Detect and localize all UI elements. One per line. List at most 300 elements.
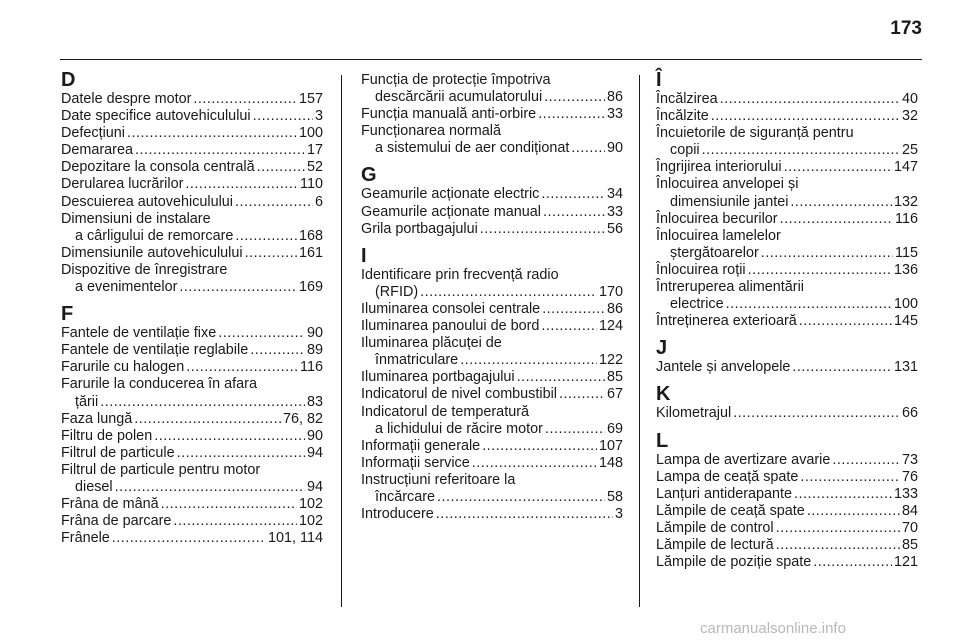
entry-row bbox=[656, 91, 918, 108]
entry-text: Funcția manuală anti-orbire bbox=[361, 106, 537, 123]
entry-row bbox=[61, 228, 323, 245]
entry-page-number: 107 bbox=[598, 437, 623, 454]
entry-heading-line: Identificare prin frecvență radio bbox=[361, 266, 559, 283]
entry-text: Geamurile acționate electric bbox=[361, 186, 540, 203]
entry-page-number: 85 bbox=[606, 369, 623, 386]
index-entry bbox=[361, 267, 623, 301]
index-column-3 bbox=[656, 69, 918, 571]
entry-page-number: 169 bbox=[298, 279, 323, 296]
header-rule bbox=[60, 59, 922, 60]
entry-text: Faza lungă bbox=[61, 410, 133, 427]
entry-page-number: 102 bbox=[298, 513, 323, 530]
entry-text: Lămpile de lectură bbox=[656, 536, 774, 553]
index-section bbox=[61, 69, 323, 296]
entry-text: Fantele de ventilație reglabile bbox=[61, 342, 249, 359]
index-entry bbox=[61, 108, 323, 125]
entry-row bbox=[61, 394, 323, 411]
index-entry bbox=[361, 369, 623, 386]
index-section bbox=[656, 69, 918, 330]
entry-heading-line: Funcția de protecție împotriva bbox=[361, 72, 551, 88]
index-entry bbox=[61, 211, 323, 245]
entry-page-number: 58 bbox=[606, 488, 623, 505]
leader-dots bbox=[134, 411, 281, 428]
entry-page-number: 94 bbox=[306, 444, 323, 461]
entry-page-number: 133 bbox=[893, 485, 918, 502]
entry-page-number: 85 bbox=[901, 536, 918, 553]
index-entry bbox=[656, 537, 918, 554]
entry-page-number: 145 bbox=[893, 313, 918, 330]
entry-text: Lămpile de poziție spate bbox=[656, 554, 812, 571]
entry-row bbox=[361, 140, 623, 157]
leader-dots bbox=[543, 204, 605, 221]
index-entry bbox=[61, 176, 323, 193]
entry-page-number: 132 bbox=[893, 193, 918, 210]
entry-text: Îngrijirea interiorului bbox=[656, 159, 782, 176]
leader-dots bbox=[186, 359, 298, 376]
index-entry bbox=[361, 404, 623, 438]
index-entry bbox=[656, 125, 918, 159]
index-entry bbox=[61, 142, 323, 159]
index-entry bbox=[361, 506, 623, 523]
index-entry bbox=[656, 279, 918, 313]
leader-dots bbox=[711, 108, 900, 125]
entry-heading-line: Indicatorul de temperatură bbox=[361, 403, 529, 420]
entry-row bbox=[61, 428, 323, 445]
entry-row bbox=[361, 506, 623, 523]
index-entry bbox=[61, 376, 323, 410]
index-entry bbox=[656, 228, 918, 262]
index-entry bbox=[361, 301, 623, 318]
entry-row bbox=[61, 91, 323, 108]
entry-row bbox=[361, 455, 623, 472]
entry-page-number: 90 bbox=[606, 140, 623, 157]
index-entry bbox=[61, 359, 323, 376]
index-entry bbox=[656, 159, 918, 176]
leader-dots bbox=[790, 194, 892, 211]
entry-text: Farurile cu halogen bbox=[61, 359, 185, 376]
leader-dots bbox=[112, 530, 266, 547]
entry-text: Depozitare la consola centrală bbox=[61, 159, 255, 176]
entry-heading-line: Instrucțiuni referitoare la bbox=[361, 471, 516, 488]
entry-page-number: 3 bbox=[314, 108, 323, 125]
entry-page-number: 115 bbox=[895, 244, 918, 261]
entry-page-number: 100 bbox=[893, 296, 918, 313]
entry-text: Filtrul de particule bbox=[61, 444, 175, 461]
entry-text: (RFID) bbox=[375, 283, 419, 300]
entry-page-number: 25 bbox=[901, 142, 918, 159]
leader-dots bbox=[177, 445, 305, 462]
section-letter: D bbox=[61, 69, 76, 91]
index-section bbox=[656, 383, 918, 422]
entry-text: ștergătoarelor bbox=[670, 244, 759, 261]
leader-dots bbox=[832, 452, 900, 469]
entry-page-number: 124 bbox=[598, 318, 623, 335]
entry-row bbox=[656, 296, 918, 313]
leader-dots bbox=[218, 325, 305, 342]
index-entry bbox=[361, 72, 623, 106]
entry-row bbox=[656, 486, 918, 503]
entry-page-number: 110 bbox=[300, 176, 323, 193]
index-entry bbox=[656, 452, 918, 469]
leader-dots bbox=[792, 359, 892, 376]
entry-text: Frâna de mână bbox=[61, 496, 159, 513]
leader-dots bbox=[135, 142, 305, 159]
entry-row bbox=[656, 245, 918, 262]
entry-text: Derularea lucrărilor bbox=[61, 176, 184, 193]
index-entry bbox=[656, 503, 918, 520]
entry-row bbox=[361, 204, 623, 221]
entry-page-number: 89 bbox=[306, 342, 323, 359]
entry-text: Înlocuirea becurilor bbox=[656, 210, 778, 227]
entry-heading-line: Farurile la conducerea în afara bbox=[61, 376, 257, 393]
leader-dots bbox=[179, 279, 297, 296]
index-entry bbox=[61, 91, 323, 108]
entry-text: Defecțiuni bbox=[61, 125, 125, 142]
entry-page-number: 6 bbox=[314, 193, 323, 210]
entry-page-number: 116 bbox=[895, 210, 918, 227]
entry-row bbox=[656, 262, 918, 279]
entry-heading-line: Înlocuirea lamelelor bbox=[656, 227, 781, 244]
entry-text: Lămpile de control bbox=[656, 519, 774, 536]
index-entry bbox=[656, 469, 918, 486]
leader-dots bbox=[235, 194, 313, 211]
index-entry bbox=[656, 313, 918, 330]
entry-text: Kilometrajul bbox=[656, 405, 732, 422]
entry-row bbox=[361, 352, 623, 369]
entry-text: Frâna de parcare bbox=[61, 513, 172, 530]
entry-text: Frânele bbox=[61, 530, 110, 547]
index-entry bbox=[656, 176, 918, 210]
leader-dots bbox=[193, 91, 297, 108]
index-entry bbox=[361, 438, 623, 455]
index-entry bbox=[61, 194, 323, 211]
entry-row bbox=[61, 496, 323, 513]
leader-dots bbox=[253, 108, 313, 125]
section-letter: K bbox=[656, 383, 671, 406]
entry-page-number: 147 bbox=[893, 159, 918, 176]
entry-row bbox=[656, 313, 918, 330]
entry-row bbox=[361, 301, 623, 318]
entry-page-number: 56 bbox=[606, 220, 623, 237]
leader-dots bbox=[161, 496, 297, 513]
index-section bbox=[61, 303, 323, 547]
entry-row bbox=[656, 142, 918, 159]
entry-text: descărcării acumulatorului bbox=[375, 89, 543, 106]
index-section bbox=[361, 244, 623, 523]
leader-dots bbox=[761, 245, 893, 262]
entry-text: Întreținerea exterioară bbox=[656, 313, 797, 330]
entry-text: înmatriculare bbox=[375, 352, 459, 369]
leader-dots bbox=[726, 296, 892, 313]
entry-row bbox=[61, 359, 323, 376]
leader-dots bbox=[472, 455, 597, 472]
entry-row bbox=[656, 159, 918, 176]
index-entry bbox=[361, 123, 623, 157]
entry-row bbox=[61, 530, 323, 547]
entry-text: Iluminarea portbagajului bbox=[361, 369, 515, 386]
index-entry bbox=[361, 335, 623, 369]
leader-dots bbox=[154, 428, 305, 445]
entry-page-number: 170 bbox=[598, 283, 623, 300]
leader-dots bbox=[517, 369, 605, 386]
index-entry bbox=[656, 405, 918, 422]
entry-page-number: 69 bbox=[606, 420, 623, 437]
entry-page-number: 3 bbox=[614, 506, 623, 523]
entry-page-number: 52 bbox=[306, 159, 323, 176]
entry-page-number: 148 bbox=[598, 454, 623, 471]
leader-dots bbox=[482, 438, 597, 455]
index-column-2 bbox=[361, 72, 623, 523]
leader-dots bbox=[571, 140, 605, 157]
entry-row bbox=[656, 194, 918, 211]
entry-text: electrice bbox=[670, 296, 724, 313]
entry-text: Indicatorul de nivel combustibil bbox=[361, 386, 557, 403]
entry-row bbox=[656, 211, 918, 228]
section-letter: I bbox=[361, 244, 367, 267]
leader-dots bbox=[436, 506, 613, 523]
index-section bbox=[361, 72, 623, 157]
entry-row bbox=[61, 176, 323, 193]
entry-page-number: 40 bbox=[901, 91, 918, 107]
leader-dots bbox=[720, 91, 900, 108]
entry-row bbox=[61, 159, 323, 176]
index-entry bbox=[61, 159, 323, 176]
entry-row bbox=[656, 359, 918, 376]
index-entry bbox=[361, 472, 623, 506]
entry-row bbox=[61, 342, 323, 359]
index-entry bbox=[361, 455, 623, 472]
leader-dots bbox=[245, 245, 297, 262]
entry-text: Geamurile acționate manual bbox=[361, 203, 541, 220]
index-entry bbox=[656, 554, 918, 571]
entry-text: Grila portbagajului bbox=[361, 220, 478, 237]
entry-page-number: 73 bbox=[901, 451, 918, 468]
entry-text: Lămpile de ceață spate bbox=[656, 502, 805, 519]
index-entry bbox=[61, 262, 323, 296]
index-entry bbox=[656, 262, 918, 279]
leader-dots bbox=[702, 142, 900, 159]
entry-text: Înlocuirea roții bbox=[656, 261, 746, 278]
leader-dots bbox=[544, 89, 605, 106]
entry-text: diesel bbox=[75, 478, 113, 495]
entry-page-number: 131 bbox=[893, 359, 918, 376]
entry-row bbox=[361, 318, 623, 335]
entry-row bbox=[361, 489, 623, 506]
leader-dots bbox=[173, 513, 297, 530]
entry-page-number: 102 bbox=[298, 496, 323, 513]
entry-heading-line: Dispozitive de înregistrare bbox=[61, 261, 228, 278]
entry-row bbox=[656, 469, 918, 486]
entry-page-number: 168 bbox=[298, 227, 323, 244]
entry-page-number: 33 bbox=[606, 203, 623, 220]
entry-row bbox=[656, 537, 918, 554]
entry-page-number: 83 bbox=[306, 393, 323, 410]
entry-page-number: 90 bbox=[306, 427, 323, 444]
section-letter: J bbox=[656, 337, 668, 360]
entry-text: dimensiunile jantei bbox=[670, 193, 789, 210]
leader-dots bbox=[807, 503, 900, 520]
leader-dots bbox=[800, 469, 900, 486]
leader-dots bbox=[420, 284, 597, 301]
entry-text: Încălzite bbox=[656, 108, 709, 125]
index-section bbox=[361, 164, 623, 237]
column-divider bbox=[341, 75, 342, 607]
entry-text: încărcare bbox=[375, 488, 435, 505]
leader-dots bbox=[250, 342, 305, 359]
index-entry bbox=[61, 245, 323, 262]
entry-row bbox=[361, 186, 623, 203]
index-entry bbox=[361, 386, 623, 403]
entry-page-number: 157 bbox=[298, 91, 323, 107]
entry-text: Fantele de ventilație fixe bbox=[61, 325, 217, 342]
entry-heading-line: Iluminarea plăcuței de bbox=[361, 335, 502, 352]
entry-page-number: 94 bbox=[306, 478, 323, 495]
entry-page-number: 101, 114 bbox=[268, 530, 323, 547]
watermark: carmanualsonline.info bbox=[700, 620, 846, 637]
entry-heading-line: Înlocuirea anvelopei și bbox=[656, 176, 799, 193]
index-entry bbox=[61, 125, 323, 142]
entry-row bbox=[61, 513, 323, 530]
entry-row bbox=[656, 554, 918, 571]
index-entry bbox=[61, 496, 323, 513]
entry-page-number: 33 bbox=[606, 106, 623, 123]
leader-dots bbox=[799, 313, 892, 330]
index-entry bbox=[361, 318, 623, 335]
index-column-1 bbox=[61, 69, 323, 547]
entry-text: Lampa de avertizare avarie bbox=[656, 451, 831, 468]
entry-row bbox=[656, 452, 918, 469]
index-entry bbox=[656, 91, 918, 108]
index-entry bbox=[361, 204, 623, 221]
entry-row bbox=[61, 325, 323, 342]
index-entry bbox=[361, 106, 623, 123]
entry-page-number: 90 bbox=[306, 325, 323, 342]
index-entry bbox=[61, 325, 323, 342]
leader-dots bbox=[541, 186, 605, 203]
entry-row bbox=[361, 421, 623, 438]
leader-dots bbox=[460, 352, 597, 369]
leader-dots bbox=[776, 537, 900, 554]
index-entry bbox=[361, 186, 623, 203]
section-letter: Î bbox=[656, 69, 662, 91]
entry-row bbox=[361, 386, 623, 403]
leader-dots bbox=[115, 479, 305, 496]
index-section bbox=[656, 337, 918, 376]
leader-dots bbox=[257, 159, 305, 176]
leader-dots bbox=[541, 318, 597, 335]
index-entry bbox=[61, 342, 323, 359]
entry-page-number: 76 bbox=[901, 468, 918, 485]
entry-text: Iluminarea panoului de bord bbox=[361, 318, 540, 335]
entry-text: Lampa de ceață spate bbox=[656, 468, 799, 485]
entry-text: Încălzirea bbox=[656, 91, 718, 107]
entry-text: Datele despre motor bbox=[61, 91, 192, 107]
index-entry bbox=[656, 520, 918, 537]
entry-row bbox=[61, 445, 323, 462]
entry-text: a evenimentelor bbox=[75, 279, 178, 296]
entry-page-number: 122 bbox=[598, 352, 623, 369]
index-entry bbox=[61, 513, 323, 530]
entry-heading-line: Încuietorile de siguranță pentru bbox=[656, 125, 854, 142]
entry-page-number: 86 bbox=[606, 300, 623, 317]
entry-page-number: 34 bbox=[606, 186, 623, 203]
entry-row bbox=[61, 479, 323, 496]
index-entry bbox=[61, 530, 323, 547]
entry-heading-line: Dimensiuni de instalare bbox=[61, 210, 211, 227]
entry-row bbox=[361, 284, 623, 301]
leader-dots bbox=[538, 106, 605, 123]
entry-text: a cârligului de remorcare bbox=[75, 227, 234, 244]
entry-page-number: 76, 82 bbox=[282, 410, 323, 427]
entry-text: copii bbox=[670, 142, 700, 159]
index-entry bbox=[656, 486, 918, 503]
entry-row bbox=[361, 89, 623, 106]
entry-page-number: 70 bbox=[901, 519, 918, 536]
entry-row bbox=[61, 411, 323, 428]
leader-dots bbox=[480, 221, 605, 238]
entry-page-number: 86 bbox=[606, 89, 623, 106]
leader-dots bbox=[748, 262, 892, 279]
leader-dots bbox=[235, 228, 297, 245]
entry-row bbox=[361, 106, 623, 123]
leader-dots bbox=[794, 486, 892, 503]
index-entry bbox=[61, 428, 323, 445]
entry-row bbox=[61, 125, 323, 142]
entry-page-number: 136 bbox=[893, 261, 918, 278]
entry-text: Descuierea autovehiculului bbox=[61, 193, 233, 210]
entry-page-number: 116 bbox=[300, 359, 323, 376]
entry-text: Demararea bbox=[61, 142, 133, 159]
entry-text: Introducere bbox=[361, 506, 434, 523]
leader-dots bbox=[776, 520, 900, 537]
section-letter: L bbox=[656, 429, 669, 452]
entry-heading-line: Funcționarea normală bbox=[361, 123, 501, 140]
entry-page-number: 66 bbox=[901, 405, 918, 422]
entry-page-number: 67 bbox=[606, 386, 623, 403]
leader-dots bbox=[127, 125, 297, 142]
leader-dots bbox=[542, 301, 605, 318]
entry-text: Date specifice autovehiculului bbox=[61, 108, 251, 125]
leader-dots bbox=[733, 405, 900, 422]
entry-row bbox=[61, 279, 323, 296]
leader-dots bbox=[100, 394, 305, 411]
entry-page-number: 100 bbox=[298, 125, 323, 142]
index-entry bbox=[61, 445, 323, 462]
entry-text: Lanțuri antiderapante bbox=[656, 485, 793, 502]
entry-text: a lichidului de răcire motor bbox=[375, 420, 543, 437]
entry-row bbox=[361, 438, 623, 455]
entry-page-number: 121 bbox=[893, 554, 918, 571]
entry-text: Informații generale bbox=[361, 437, 481, 454]
entry-row bbox=[656, 405, 918, 422]
index-entry bbox=[361, 221, 623, 238]
column-divider bbox=[639, 75, 640, 607]
leader-dots bbox=[185, 176, 298, 193]
index-entry bbox=[656, 359, 918, 376]
entry-row bbox=[61, 142, 323, 159]
entry-row bbox=[361, 369, 623, 386]
entry-row bbox=[61, 194, 323, 211]
leader-dots bbox=[437, 489, 605, 506]
entry-page-number: 17 bbox=[306, 142, 323, 159]
index-section bbox=[656, 429, 918, 572]
leader-dots bbox=[545, 421, 605, 438]
entry-heading-line: Întreruperea alimentării bbox=[656, 279, 804, 296]
entry-text: Iluminarea consolei centrale bbox=[361, 300, 541, 317]
section-letter: F bbox=[61, 303, 74, 326]
entry-text: Jantele și anvelopele bbox=[656, 359, 791, 376]
leader-dots bbox=[784, 159, 892, 176]
